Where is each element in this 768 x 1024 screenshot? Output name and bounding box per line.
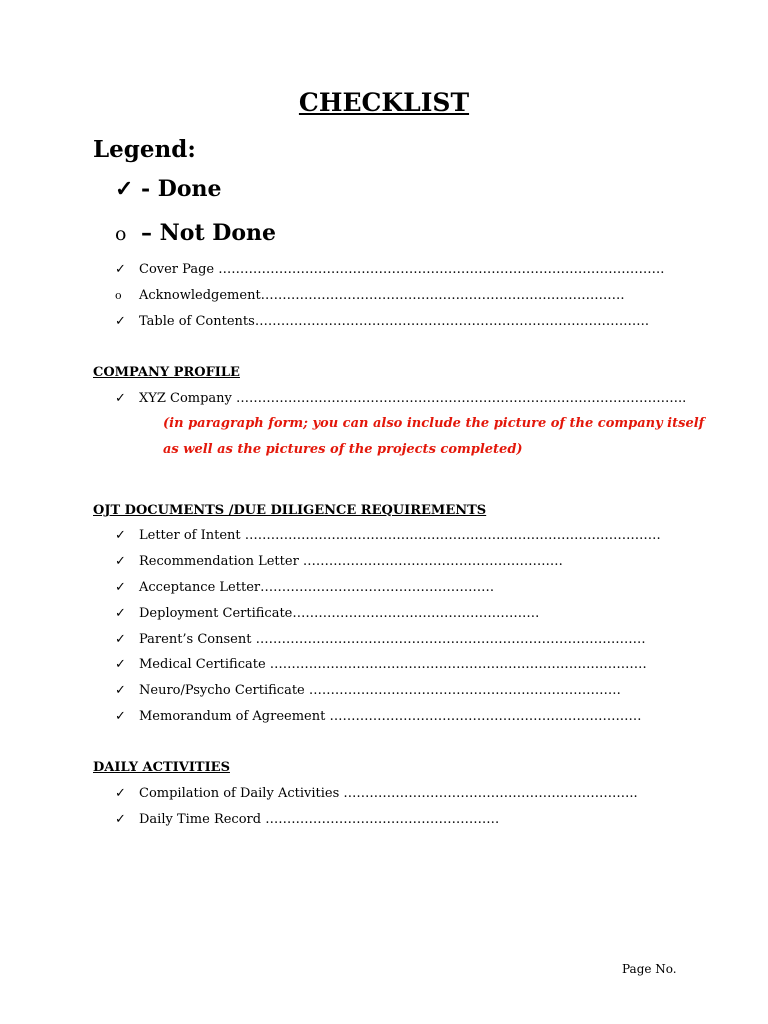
item-label: Deployment Certificate………………………………………………… [139,606,540,621]
checkmark-icon: ✓ [115,262,126,277]
section-heading-company-profile: COMPANY PROFILE [93,365,240,380]
item-label: Table of Contents………………………………………………………………………………. [139,314,649,329]
page-number-label: Page No. [622,962,677,976]
item-label: XYZ Company ………………………………………………………………………………………….. [139,391,687,406]
list-item [115,554,563,569]
list-item [115,314,649,329]
note-line-2: as well as the pictures of the projects completed) [163,442,523,457]
list-item [115,528,661,543]
note-line-1: (in paragraph form; you can also include the picture of the company itself [163,416,705,431]
list-item [115,262,664,277]
checkmark-icon: ✓ [115,580,126,595]
list-item [115,632,646,647]
item-label: Medical Certificate …………………………………………………………………………… [139,657,647,672]
checkmark-icon: ✓ [115,786,126,801]
list-item [115,657,647,672]
checkmark-icon: ✓ [115,314,126,329]
list-item [115,391,686,406]
list-item [115,709,641,724]
item-label: Acknowledgement………………………………………………………………………… [139,288,625,303]
item-label: Acceptance Letter……………………………………………… [139,580,495,595]
section-heading-ojt-documents: OJT DOCUMENTS /DUE DILIGENCE REQUIREMENTS [93,503,487,518]
item-label: Neuro/Psycho Certificate ……………………………………………………………… [139,683,621,698]
item-label: Letter of Intent …………………………………………………………………………………… [139,528,661,543]
list-item [115,580,494,595]
legend-done [115,176,222,202]
checkmark-icon: ✓ [115,812,126,827]
list-item [115,812,499,827]
checkmark-icon: ✓ [115,606,126,621]
checkmark-icon: ✓ [115,683,126,698]
section-heading-daily-activities: DAILY ACTIVITIES [93,760,230,775]
legend-not-done [115,220,276,246]
checkmark-icon: ✓ [115,632,126,647]
legend-done-label: - Done [141,176,222,202]
checkmark-icon: ✓ [115,528,126,543]
list-item [115,786,638,801]
circle-icon: o [115,289,122,302]
page-title: CHECKLIST [298,88,470,117]
legend-heading: Legend: [93,136,196,163]
list-item [115,683,621,698]
checkmark-icon: ✓ [115,657,126,672]
item-label: Memorandum of Agreement ……………………………………………………………… [139,709,642,724]
item-label: Cover Page …………………………………………………………………………………………. [139,262,665,277]
list-item [115,288,625,303]
item-label: Recommendation Letter …………………………………………………… [139,554,563,569]
checkmark-icon: ✓ [115,391,126,406]
legend-not-done-label: – Not Done [141,220,277,246]
item-label: Compilation of Daily Activities ………………………………………………………….. [139,786,638,801]
item-label: Parent’s Consent ……………………………………………………………………………… [139,632,646,647]
checkmark-icon: ✓ [115,176,134,202]
list-item [115,606,539,621]
item-label: Daily Time Record ……………………………………………… [139,812,500,827]
circle-icon: o [115,223,127,245]
checkmark-icon: ✓ [115,709,126,724]
checkmark-icon: ✓ [115,554,126,569]
